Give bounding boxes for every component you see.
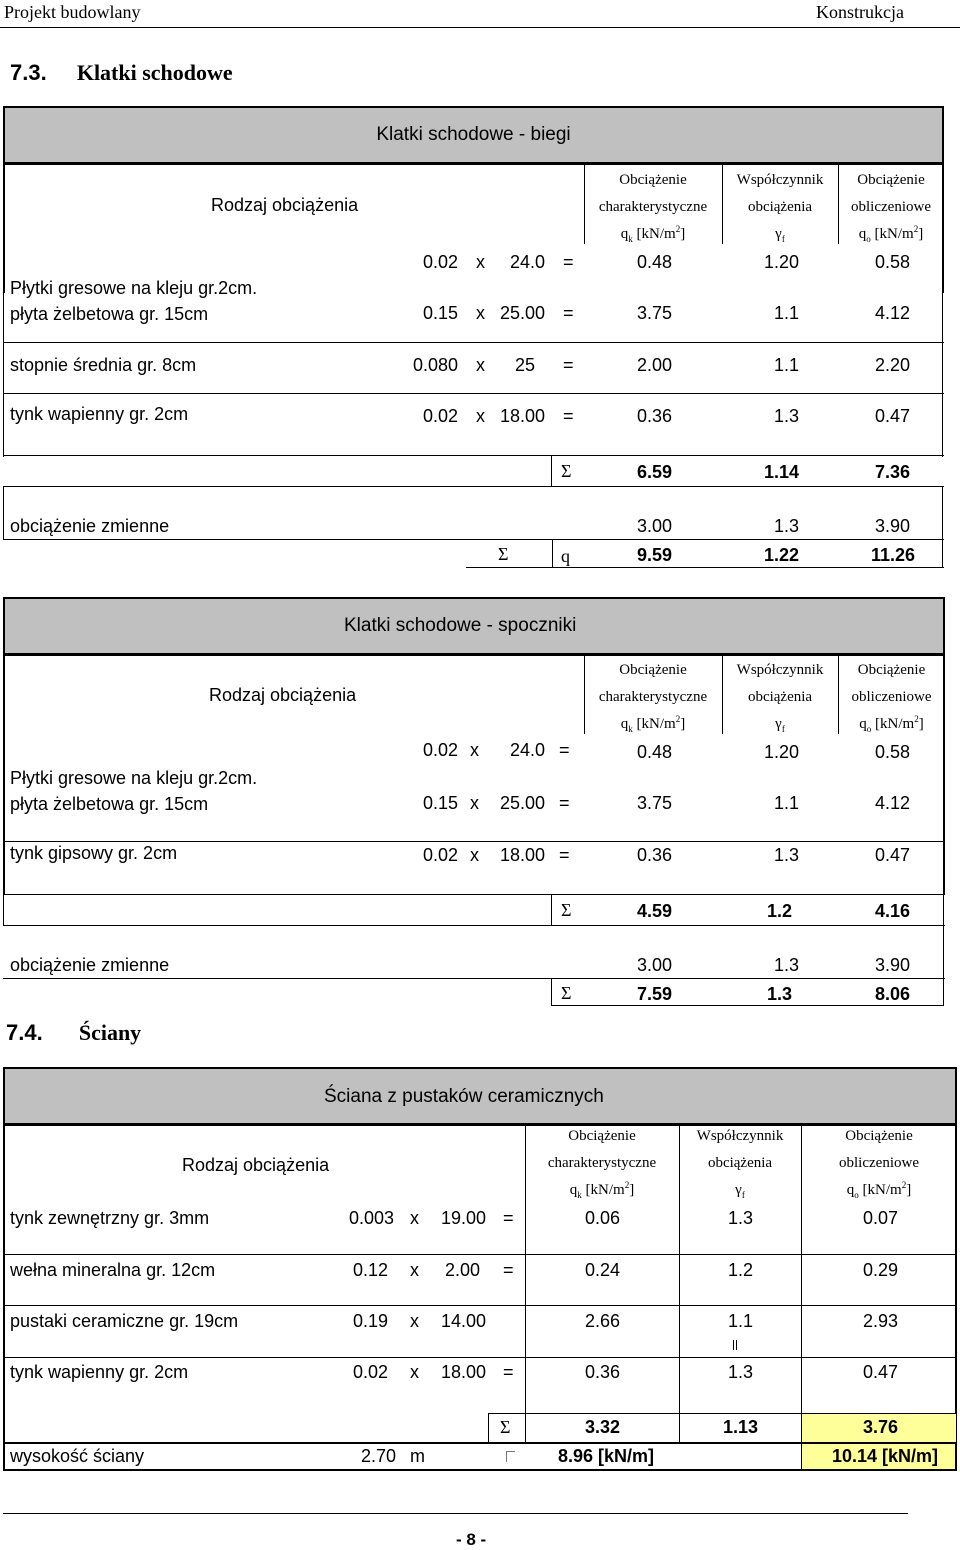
table1-col2-l1: Współczynnik — [736, 172, 824, 188]
height-unit: m — [410, 1446, 425, 1466]
section-title: Klatki schodowe — [76, 60, 233, 85]
height-qo: 10.14 [kN/m] — [831, 1446, 938, 1466]
table1-col2-l2: obciążenia — [747, 199, 813, 215]
table2-label-plytki: Płytki gresowe na kleju gr.2cm. — [10, 768, 258, 788]
page-number: - 8 - — [456, 1530, 487, 1549]
table1-col3-l1: Obciążenie — [857, 172, 925, 188]
table2-title: Klatki schodowe - spoczniki — [344, 615, 577, 636]
table1-col3-unit: $q_o$ $[kN/m^2]$ — [858, 224, 924, 244]
height-qk: 8.96 [kN/m] — [557, 1446, 654, 1466]
header-left: Projekt budowlany — [4, 2, 141, 22]
section-title: Ściany — [78, 1020, 142, 1045]
table3-title-bar — [3, 1067, 957, 1125]
checkbox-icon — [506, 1451, 515, 1462]
table1-col1-l2: charakterystyczne — [598, 199, 708, 215]
section-number: 7.4. — [6, 1020, 43, 1045]
height-label: wysokość ściany — [10, 1446, 145, 1466]
header-rule — [0, 27, 960, 28]
table2-title-bar — [3, 597, 945, 655]
table3-rodzaj-header: Rodzaj obciążenia — [182, 1155, 330, 1175]
table1-title-bar — [3, 106, 944, 164]
table1-title: Klatki schodowe - biegi — [376, 124, 571, 145]
footer-rule — [3, 1513, 908, 1514]
header-right: Konstrukcja — [816, 2, 904, 22]
table2-rodzaj-header: Rodzaj obciążenia — [209, 685, 357, 705]
table1-col3-l2: obliczeniowe — [851, 199, 931, 215]
table3-title: Ściana z pustaków ceramicznych — [324, 1086, 604, 1107]
tick-mark — [733, 1340, 737, 1350]
height-value: 2.70 — [360, 1446, 396, 1466]
table1-rodzaj-header: Rodzaj obciążenia — [211, 195, 359, 215]
table1-col1-unit: $q_k$ $[kN/m^2]$ — [620, 224, 686, 244]
table1-col1-l1: Obciążenie — [619, 172, 687, 188]
section-heading-7-4 — [6, 1020, 141, 1046]
section-heading-7-3 — [10, 60, 233, 86]
table1-col2-unit: $\gamma_f$ — [775, 226, 785, 244]
section-number: 7.3. — [10, 60, 47, 85]
table1-label-plytki: Płytki gresowe na kleju gr.2cm. — [10, 278, 258, 298]
